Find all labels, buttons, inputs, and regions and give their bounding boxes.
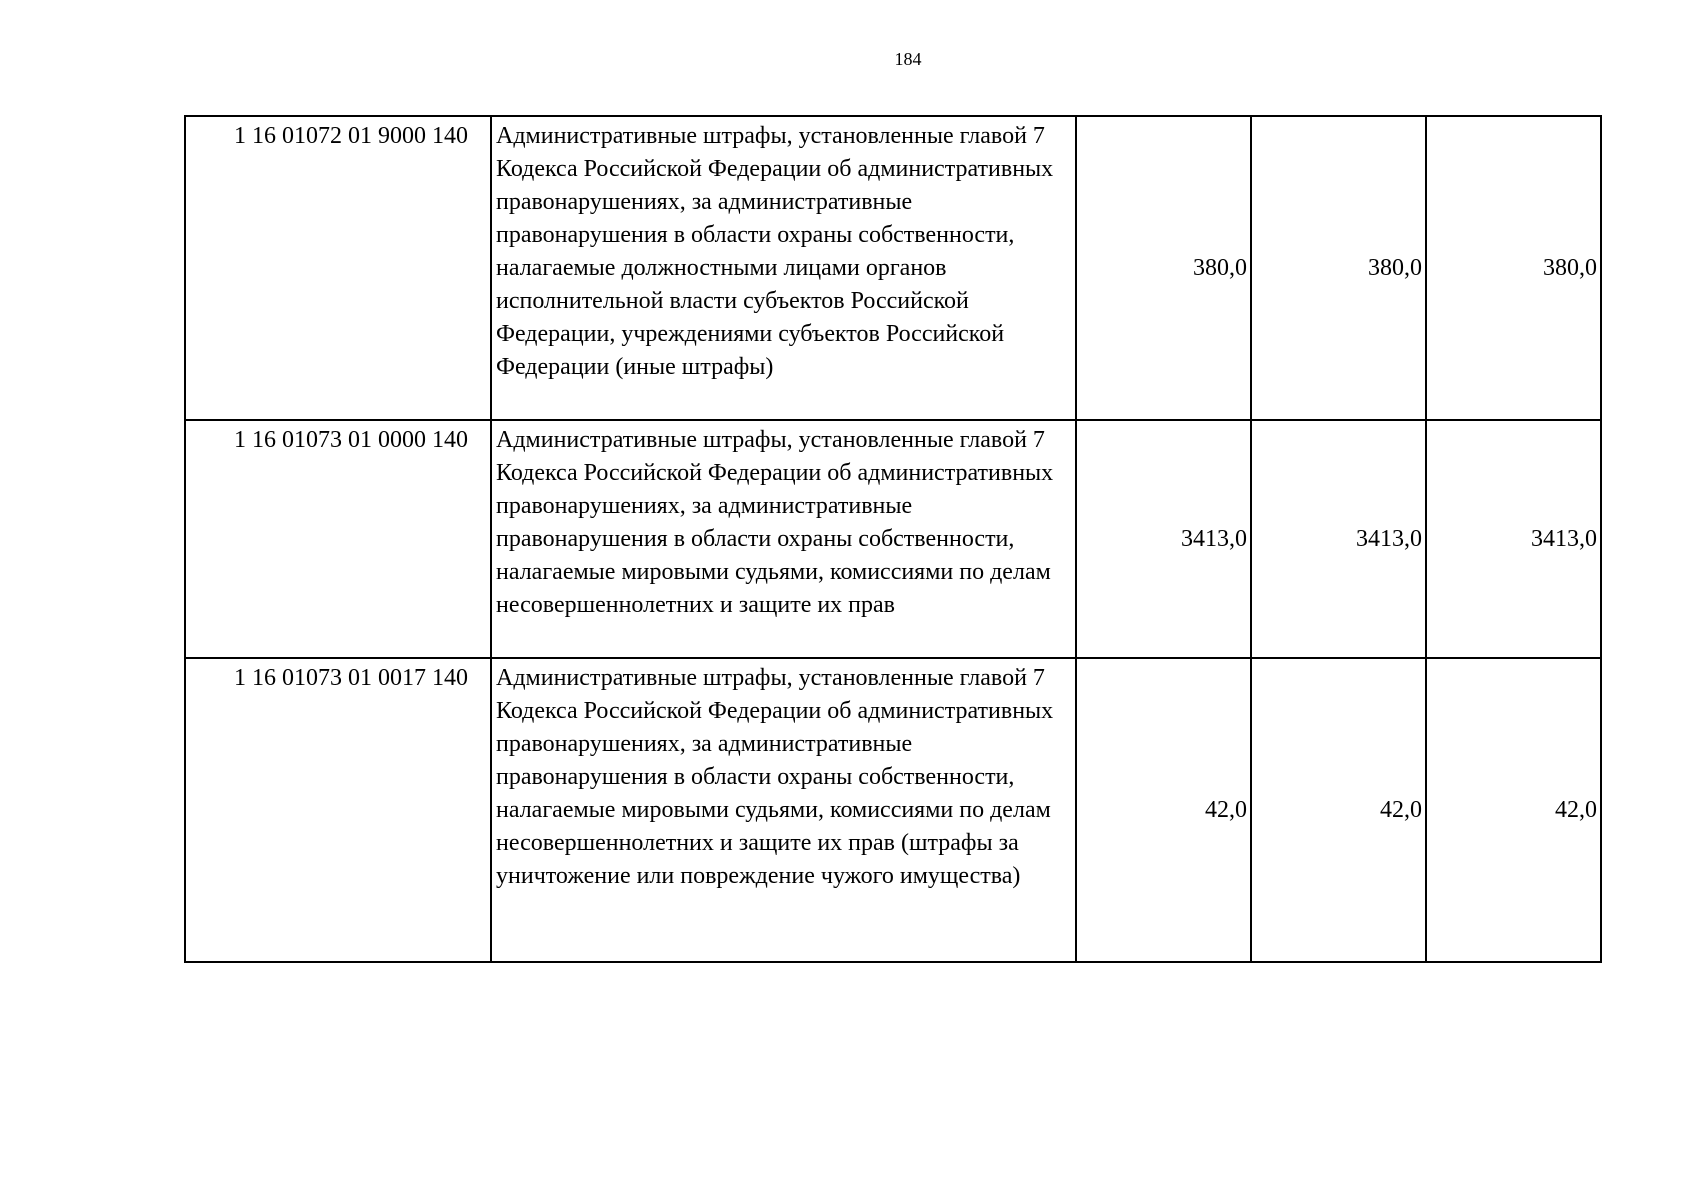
- budget-code-cell: 1 16 01073 01 0000 140: [185, 420, 491, 658]
- description-cell: Административные штрафы, установленные главой 7 Кодекса Российской Федерации об административных правонарушениях, за административные правонарушения в области охраны собственности, налагаемые мировыми судьями, комиссиями по делам несовершеннолетних и защите их прав: [491, 420, 1076, 658]
- value-cell-2: 3413,0: [1251, 420, 1426, 658]
- description-cell: Административные штрафы, установленные главой 7 Кодекса Российской Федерации об административных правонарушениях, за административные правонарушения в области охраны собственности, налагаемые должностными лицами органов исполнительной власти субъектов Российской Федерации, учреждениями субъектов Российской Федерации (иные штрафы): [491, 116, 1076, 420]
- value-cell-2: 380,0: [1251, 116, 1426, 420]
- budget-code-cell: 1 16 01072 01 9000 140: [185, 116, 491, 420]
- table-row: [185, 116, 1601, 420]
- budget-code-cell: 1 16 01073 01 0017 140: [185, 658, 491, 962]
- page-number: 184: [894, 49, 922, 69]
- description-cell: Административные штрафы, установленные главой 7 Кодекса Российской Федерации об административных правонарушениях, за административные правонарушения в области охраны собственности, налагаемые мировыми судьями, комиссиями по делам несовершеннолетних и защите их прав (штрафы за уничтожение или повреждение чужого имущества): [491, 658, 1076, 962]
- value-cell-3: 42,0: [1426, 658, 1601, 962]
- table-row: [185, 658, 1601, 962]
- value-cell-3: 380,0: [1426, 116, 1601, 420]
- value-cell-3: 3413,0: [1426, 420, 1601, 658]
- budget-table: [184, 115, 1602, 963]
- table-row: [185, 420, 1601, 658]
- value-cell-1: 3413,0: [1076, 420, 1251, 658]
- value-cell-1: 42,0: [1076, 658, 1251, 962]
- value-cell-2: 42,0: [1251, 658, 1426, 962]
- value-cell-1: 380,0: [1076, 116, 1251, 420]
